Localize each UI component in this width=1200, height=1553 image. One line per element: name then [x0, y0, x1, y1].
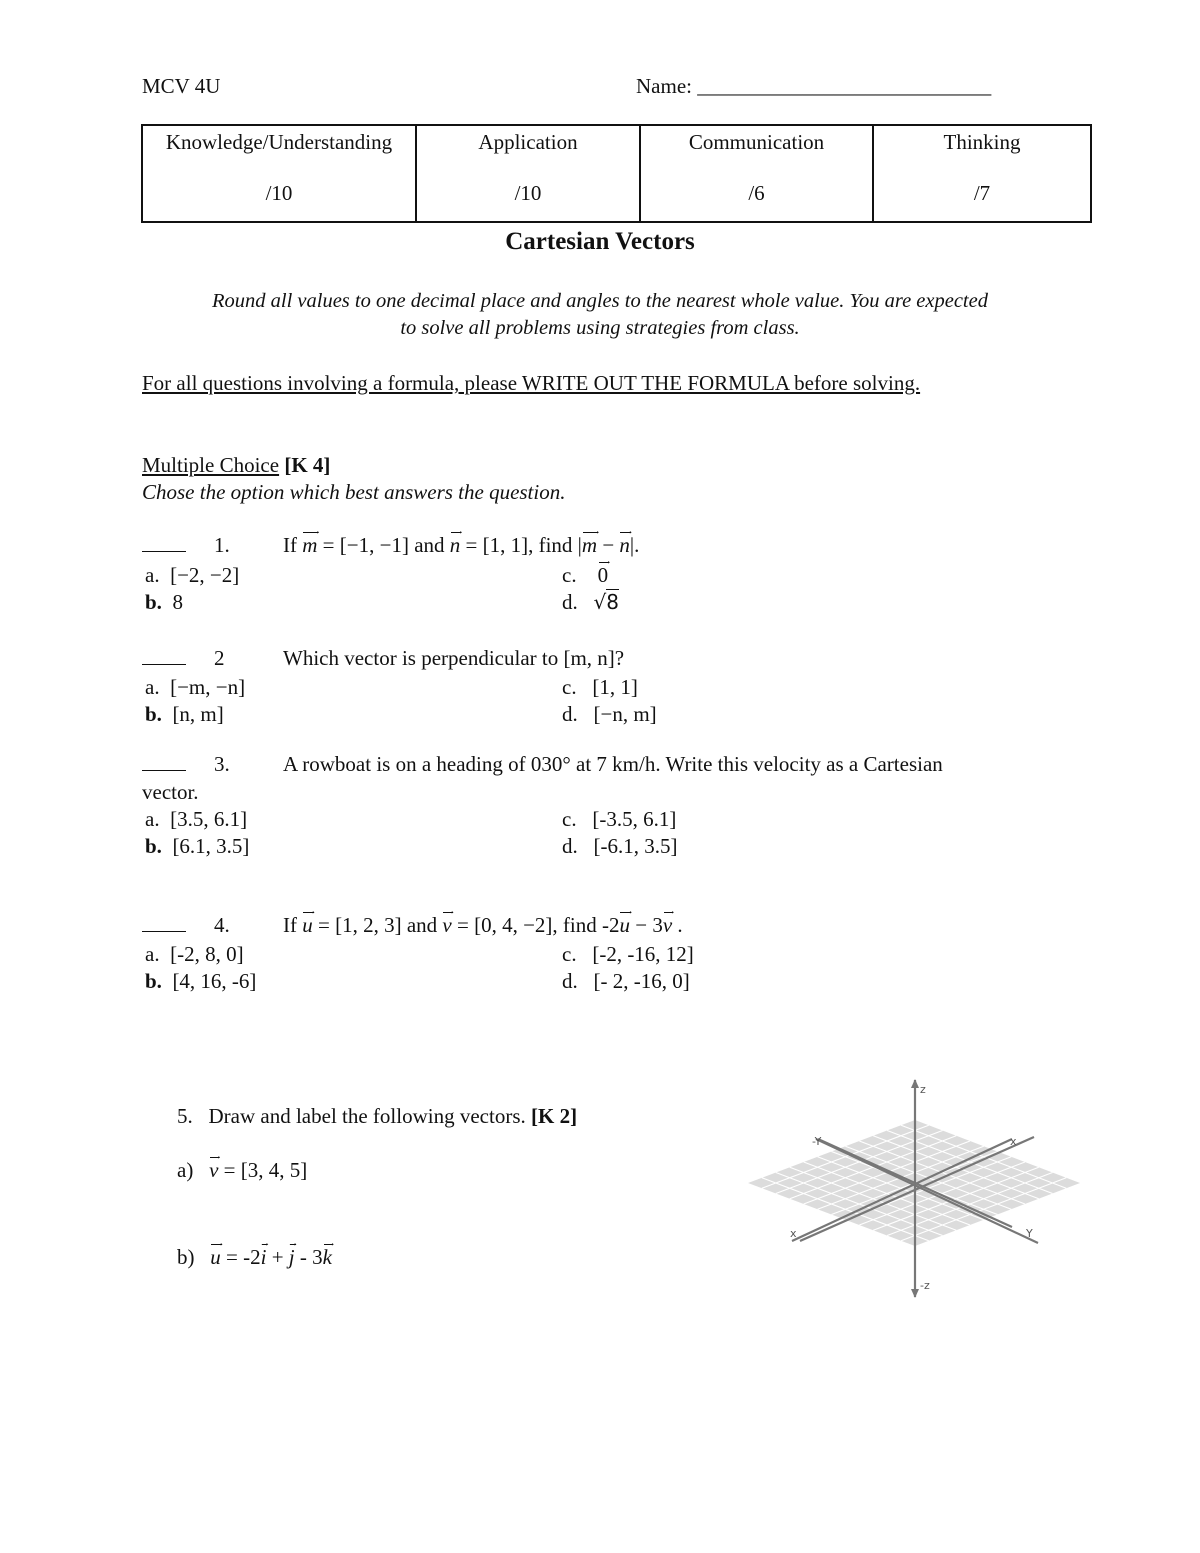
option-b[interactable]: b. [4, 16, -6] — [145, 969, 257, 993]
category-label: Application — [478, 130, 578, 154]
question-4-stem: If u → = [1, 2, 3] and v → = [0, 4, −2], find -2u → − 3v → . — [283, 905, 683, 937]
x-axis-label: x — [1010, 1135, 1017, 1148]
option-d-text: [-6.1, 3.5] — [593, 834, 678, 858]
course-code: MCV 4U — [142, 74, 221, 98]
option-c-text: [-2, -16, 12] — [592, 942, 694, 966]
option-c-text: 0 — [597, 563, 609, 587]
instructions-line-2: to solve all problems using strategies from class. — [400, 317, 800, 339]
score-value: /6 — [748, 181, 765, 205]
question-2-stem: Which vector is perpendicular to [m, n]? — [283, 646, 625, 670]
question-5-marks: [K 2] — [531, 1104, 578, 1128]
instructions-line-1: Round all values to one decimal place and angles to the nearest whole value. You are expected — [212, 290, 988, 312]
part-a-value: = [3, 4, 5] — [223, 1158, 308, 1182]
question-number: 5. — [177, 1104, 193, 1128]
option-b[interactable]: b. [n, m] — [145, 702, 224, 726]
option-b-text: [6.1, 3.5] — [172, 834, 250, 858]
mc-marks: [K 4] — [284, 453, 331, 477]
category-label: Knowledge/Understanding — [165, 130, 393, 154]
option-d[interactable]: d. [-6.1, 3.5] — [562, 834, 678, 858]
question-number: 4. — [214, 913, 230, 937]
option-c[interactable]: c. [1, 1] — [562, 675, 638, 699]
option-a[interactable]: a. [−m, −n] — [145, 675, 246, 699]
option-c-text: [-3.5, 6.1] — [592, 807, 677, 831]
mc-heading-text: Multiple Choice — [142, 453, 280, 477]
option-a-text: [−m, −n] — [170, 675, 246, 699]
mc-heading — [142, 453, 330, 478]
option-b-text: [4, 16, -6] — [172, 969, 257, 993]
question-number: 2 — [214, 646, 225, 670]
option-d-text: [- 2, -16, 0] — [593, 969, 690, 993]
option-d[interactable]: d. √8 — [562, 590, 619, 614]
neg-y-axis-label: -Y — [812, 1135, 822, 1148]
option-a-text: [−2, −2] — [170, 563, 240, 587]
answer-blank[interactable] — [142, 646, 186, 671]
option-c[interactable]: c. [-2, -16, 12] — [562, 942, 694, 966]
option-a[interactable]: a. [−2, −2] — [145, 563, 240, 587]
option-c-text: [1, 1] — [592, 675, 638, 699]
answer-blank[interactable] — [142, 752, 186, 777]
option-a-text: [-2, 8, 0] — [170, 942, 244, 966]
option-d[interactable]: d. [−n, m] — [562, 702, 657, 726]
mc-subheading: Chose the option which best answers the question. — [142, 480, 566, 504]
option-a[interactable]: a. [3.5, 6.1] — [145, 807, 248, 831]
3d-axes-grid — [740, 1075, 1085, 1305]
marks-cell-application — [416, 125, 640, 222]
marks-cell-thinking — [873, 125, 1091, 222]
option-b[interactable]: b. 8 — [145, 590, 183, 614]
question-3-stem: A rowboat is on a heading of 030° at 7 km/h. Write this velocity as a Cartesian — [283, 752, 943, 776]
score-value: /10 — [514, 181, 542, 205]
question-3-stem-cont: vector. — [142, 780, 199, 804]
question-5-part-b: b) u → = -2i → + j → - 3k → — [177, 1237, 336, 1269]
question-1-stem: If m → = [−1, −1] and n → = [1, 1], find |m → − n → |. — [283, 525, 640, 557]
option-c[interactable]: c. 0 → — [562, 555, 613, 587]
neg-z-axis-label: -z — [920, 1279, 930, 1292]
part-label: a) — [177, 1158, 194, 1182]
neg-z-arrow-icon — [911, 1289, 919, 1298]
marks-cell-communication — [640, 125, 873, 222]
question-number: 3. — [214, 752, 230, 776]
category-label: Thinking — [943, 130, 1021, 154]
option-a-text: [3.5, 6.1] — [170, 807, 248, 831]
option-d[interactable]: d. [- 2, -16, 0] — [562, 969, 690, 993]
y-axis-label: Y — [1026, 1227, 1033, 1240]
option-b-text: [n, m] — [172, 702, 224, 726]
page-title: Cartesian Vectors — [505, 228, 695, 255]
formula-note: For all questions involving a formula, please WRITE OUT THE FORMULA before solving. — [142, 371, 921, 395]
option-b[interactable]: b. [6.1, 3.5] — [145, 834, 250, 858]
marks-table — [141, 124, 1092, 223]
answer-blank[interactable] — [142, 913, 186, 938]
part-label: b) — [177, 1245, 195, 1269]
sqrt-icon: √ — [593, 590, 607, 614]
option-d-text: 8 — [606, 590, 619, 614]
question-5 — [177, 1104, 577, 1129]
z-axis-label: z — [920, 1083, 926, 1096]
option-d-text: [−n, m] — [593, 702, 657, 726]
marks-cell-knowledge — [142, 125, 416, 222]
score-value: /10 — [265, 181, 293, 205]
z-arrow-icon — [911, 1079, 919, 1088]
option-a[interactable]: a. [-2, 8, 0] — [145, 942, 244, 966]
question-5-part-a: a) v → = [3, 4, 5] — [177, 1150, 308, 1182]
option-b-text: 8 — [172, 590, 183, 614]
name-field[interactable]: Name: ____________________________ — [636, 74, 992, 98]
score-value: /7 — [973, 181, 991, 205]
question-number: 1. — [214, 533, 230, 557]
option-c[interactable]: c. [-3.5, 6.1] — [562, 807, 677, 831]
category-label: Communication — [688, 130, 825, 154]
neg-x-axis-label: x — [790, 1227, 797, 1240]
answer-blank[interactable] — [142, 533, 186, 558]
question-5-text: Draw and label the following vectors. — [208, 1104, 526, 1128]
